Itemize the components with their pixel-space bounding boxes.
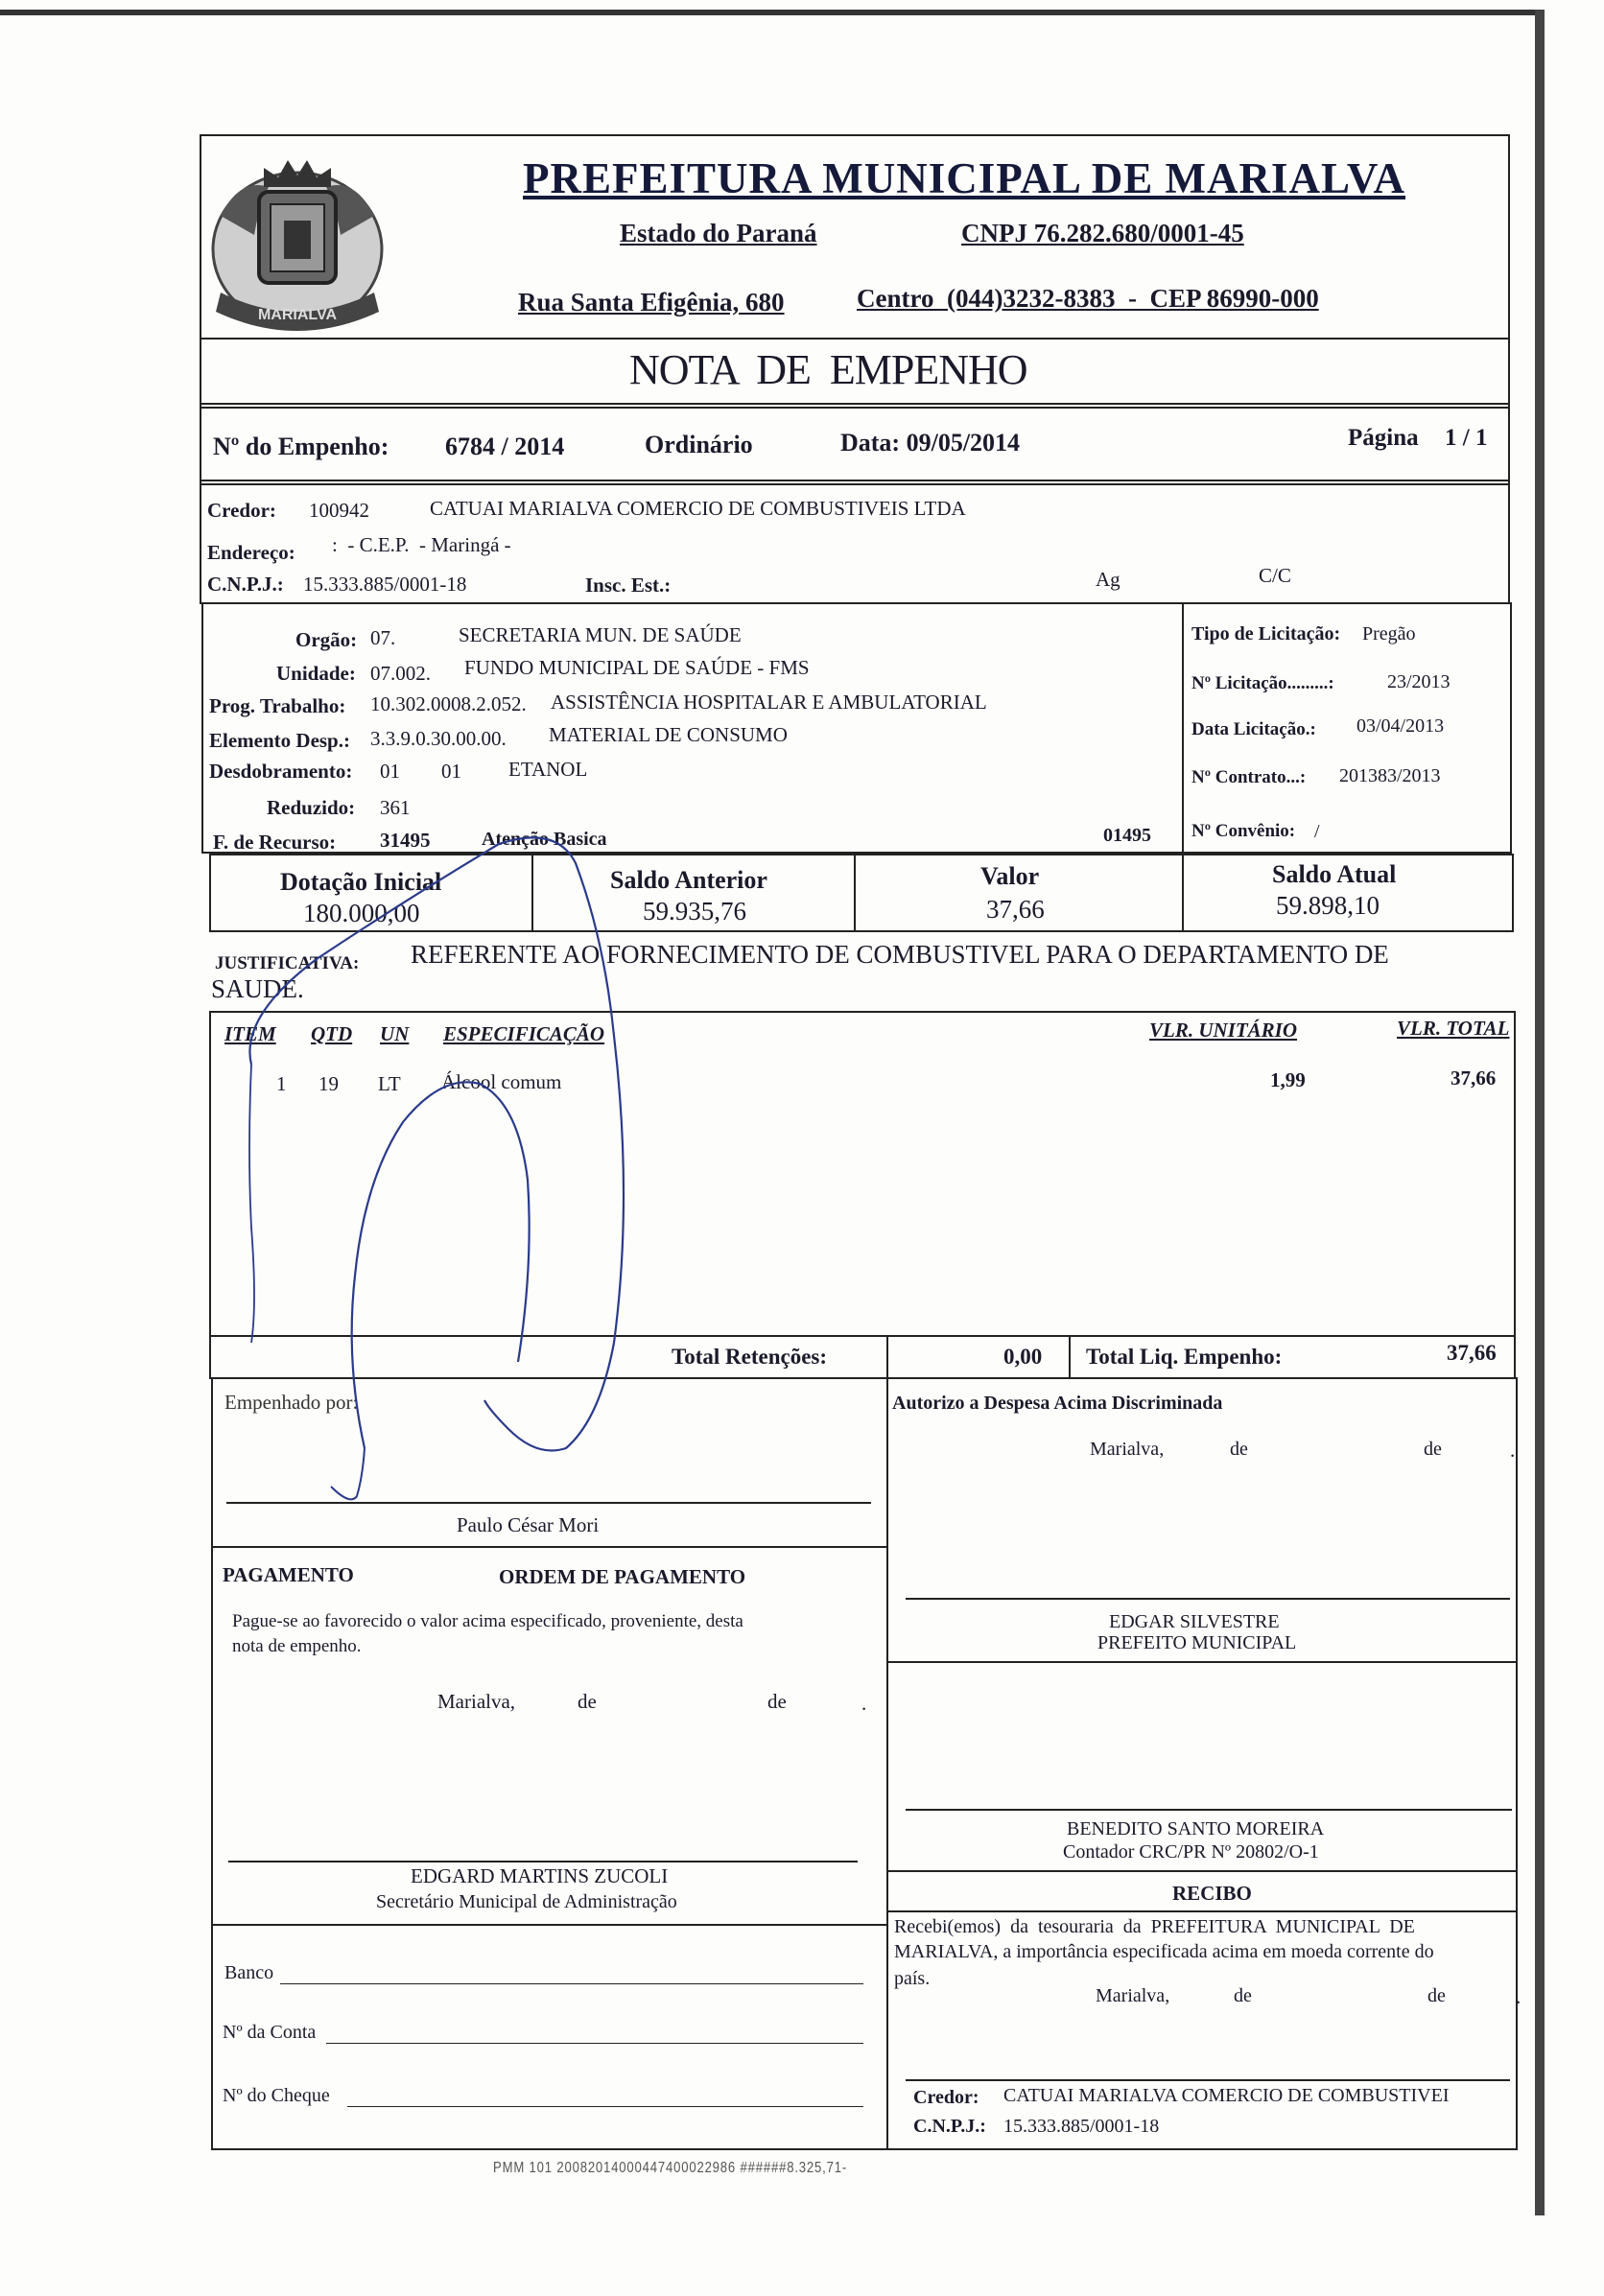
autorizo-place: Marialva, bbox=[1090, 1439, 1165, 1460]
pagamento-label: PAGAMENTO bbox=[223, 1563, 354, 1586]
tipo-licitacao: Pregão bbox=[1362, 623, 1416, 644]
totals-div-2 bbox=[1069, 1335, 1071, 1379]
justification-label: JUSTIFICATIVA: bbox=[215, 953, 360, 973]
convenio-value: / bbox=[1314, 821, 1320, 842]
num-licitacao: 23/2013 bbox=[1387, 671, 1451, 692]
ag-label: Ag bbox=[1096, 568, 1120, 591]
signatures-center-divider bbox=[886, 1377, 888, 2150]
values-div-1 bbox=[531, 854, 533, 932]
dotacao-label: Dotação Inicial bbox=[280, 868, 442, 896]
header-cnpj: CNPJ 76.282.680/0001-45 bbox=[961, 219, 1244, 247]
col-item: ITEM bbox=[224, 1022, 276, 1045]
pagamento-place: Marialva, bbox=[437, 1690, 516, 1713]
recibo-text-line3: país. bbox=[894, 1968, 931, 1989]
total-liquido-label: Total Liq. Empenho: bbox=[1086, 1345, 1283, 1369]
valor-label: Valor bbox=[980, 862, 1040, 890]
recibo-de-1: de bbox=[1234, 1985, 1252, 2006]
row-item: 1 bbox=[276, 1072, 287, 1095]
row-spec: Álcool comum bbox=[441, 1070, 562, 1093]
insc-est-label: Insc. Est.: bbox=[585, 574, 672, 597]
prog-code: 10.302.0008.2.052. bbox=[370, 692, 527, 715]
page-number: 1 / 1 bbox=[1445, 425, 1488, 451]
empenho-type: Ordinário bbox=[645, 431, 753, 458]
recibo-title-line bbox=[886, 1910, 1516, 1912]
header-street: Rua Santa Efigênia, 680 bbox=[518, 288, 785, 316]
col-unit-value: VLR. UNITÁRIO bbox=[1149, 1019, 1298, 1042]
seal-banner-text: MARIALVA bbox=[257, 307, 338, 323]
row-total-value: 37,66 bbox=[1451, 1066, 1497, 1089]
secretario-name: EDGARD MARTINS ZUCOLI bbox=[411, 1864, 669, 1887]
orgao-name: SECRETARIA MUN. DE SAÚDE bbox=[459, 623, 742, 646]
row-qtd: 19 bbox=[318, 1072, 339, 1095]
recibo-credor-label: Credor: bbox=[913, 2087, 979, 2108]
recibo-top-line bbox=[886, 1870, 1516, 1872]
recibo-de-2: de bbox=[1427, 1985, 1446, 2006]
pagamento-text-line1: Pague-se ao favorecido o valor acima especificado, proveniente, desta bbox=[232, 1611, 743, 1631]
creditor-code: 100942 bbox=[309, 499, 369, 522]
autorizo-dot: . bbox=[1510, 1439, 1516, 1462]
valor-value: 37,66 bbox=[986, 895, 1045, 924]
saldo-anterior-label: Saldo Anterior bbox=[610, 866, 767, 894]
recibo-credor-line bbox=[906, 2079, 1510, 2081]
creditor-label: Credor: bbox=[207, 499, 276, 522]
prefeito-title: PREFEITO MUNICIPAL bbox=[1097, 1632, 1297, 1653]
orgao-label: Orgão: bbox=[295, 628, 358, 651]
empenho-date: Data: 09/05/2014 bbox=[840, 429, 1021, 457]
empenho-number-label: Nº do Empenho: bbox=[213, 433, 389, 460]
cc-label: C/C bbox=[1259, 564, 1291, 587]
cheque-label: Nº do Cheque bbox=[223, 2085, 330, 2106]
desdobramento-name: ETANOL bbox=[508, 758, 588, 781]
desdobramento-b: 01 bbox=[441, 760, 461, 783]
prog-name: ASSISTÊNCIA HOSPITALAR E AMBULATORIAL bbox=[551, 691, 987, 714]
header-contact: Centro (044)3232-8383 - CEP 86990-000 bbox=[857, 284, 1319, 313]
unidade-name: FUNDO MUNICIPAL DE SAÚDE - FMS bbox=[464, 656, 810, 679]
convenio-label: Nº Convênio: bbox=[1191, 821, 1296, 841]
prefeito-signature-line bbox=[906, 1598, 1510, 1600]
signatures-box bbox=[211, 1377, 1518, 2150]
contrato-value: 201383/2013 bbox=[1339, 765, 1441, 786]
scan-right-edge bbox=[1535, 10, 1545, 2215]
justification-text-line2: SAUDE. bbox=[211, 974, 304, 1003]
data-licitacao-label: Data Licitação.: bbox=[1191, 719, 1316, 739]
secretario-signature-line bbox=[228, 1861, 858, 1863]
recibo-place: Marialva, bbox=[1096, 1985, 1170, 2006]
recibo-text-line1: Recebi(emos) da tesouraria da PREFEITURA MUNICIPAL DE bbox=[894, 1916, 1415, 1937]
ordem-pagamento-label: ORDEM DE PAGAMENTO bbox=[499, 1565, 746, 1588]
conta-field-line bbox=[326, 2043, 863, 2044]
page-label: Página bbox=[1348, 425, 1419, 451]
unidade-code: 07.002. bbox=[370, 662, 431, 685]
recurso-code: 31495 bbox=[380, 829, 431, 852]
payment-stamp: PMM 101 20082014000447400022986 ######8.325,71- bbox=[493, 2160, 848, 2176]
recurso-name: Atenção Basica bbox=[482, 829, 607, 850]
col-un: UN bbox=[380, 1022, 410, 1045]
empenhado-label: Empenhado por: bbox=[224, 1391, 359, 1414]
col-total-value: VLR. TOTAL bbox=[1397, 1017, 1510, 1040]
orgao-code: 07. bbox=[370, 626, 396, 649]
empenhado-name: Paulo César Mori bbox=[457, 1513, 600, 1536]
address-label: Endereço: bbox=[207, 541, 295, 564]
totals-div-1 bbox=[886, 1335, 888, 1379]
contador-title: Contador CRC/PR Nº 20802/O-1 bbox=[1063, 1841, 1319, 1863]
reduzido-label: Reduzido: bbox=[267, 796, 356, 819]
saldo-atual-label: Saldo Atual bbox=[1272, 860, 1397, 888]
justification-text-line1: REFERENTE AO FORNECIMENTO DE COMBUSTIVEL PARA O DEPARTAMENTO DE bbox=[411, 940, 1389, 969]
secretario-title: Secretário Municipal de Administração bbox=[376, 1891, 677, 1912]
recibo-text-line2: MARIALVA, a importância especificada acima em moeda corrente do bbox=[894, 1941, 1434, 1962]
pagamento-dot: . bbox=[861, 1692, 867, 1715]
data-licitacao: 03/04/2013 bbox=[1356, 715, 1445, 737]
pagamento-de-2: de bbox=[767, 1690, 787, 1713]
contador-name: BENEDITO SANTO MOREIRA bbox=[1067, 1818, 1325, 1839]
header-divider bbox=[200, 338, 1510, 340]
autorizo-de-2: de bbox=[1424, 1439, 1442, 1460]
num-licitacao-label: Nº Licitação.........: bbox=[1191, 673, 1334, 693]
unidade-label: Unidade: bbox=[276, 662, 356, 685]
totals-row-box bbox=[209, 1335, 1516, 1379]
cheque-field-line bbox=[347, 2106, 863, 2107]
budget-divider bbox=[1182, 602, 1184, 854]
values-div-2 bbox=[854, 854, 856, 932]
recurso-label: F. de Recurso: bbox=[213, 831, 337, 854]
recurso-right-code: 01495 bbox=[1103, 825, 1151, 846]
municipal-seal-icon bbox=[201, 149, 393, 340]
pagamento-text-line2: nota de empenho. bbox=[232, 1636, 362, 1656]
recibo-cnpj-label: C.N.P.J.: bbox=[913, 2116, 986, 2137]
tipo-licitacao-label: Tipo de Licitação: bbox=[1191, 623, 1341, 644]
retencoes-value: 0,00 bbox=[1003, 1345, 1043, 1369]
empenhado-signature-line bbox=[226, 1502, 871, 1504]
recibo-dot: . bbox=[1516, 1985, 1521, 2008]
recibo-cnpj: 15.333.885/0001-18 bbox=[1003, 2116, 1160, 2137]
row-un: LT bbox=[378, 1072, 401, 1095]
banco-label: Banco bbox=[224, 1962, 274, 1983]
reduzido-value: 361 bbox=[380, 796, 411, 819]
contrato-label: Nº Contrato...: bbox=[1191, 767, 1307, 787]
values-div-3 bbox=[1182, 854, 1184, 932]
prog-label: Prog. Trabalho: bbox=[209, 694, 346, 717]
total-liquido-value: 37,66 bbox=[1447, 1341, 1497, 1365]
recibo-title: RECIBO bbox=[1172, 1882, 1252, 1905]
page-title: PREFEITURA MUNICIPAL DE MARIALVA bbox=[523, 154, 1406, 202]
creditor-cnpj: 15.333.885/0001-18 bbox=[303, 573, 467, 596]
banco-field-line bbox=[280, 1983, 863, 1984]
address-value: : - C.E.P. - Maringá - bbox=[332, 533, 511, 556]
pagamento-top-line bbox=[211, 1546, 886, 1548]
justification-bottom-line bbox=[209, 1011, 1514, 1013]
desdobramento-a: 01 bbox=[380, 760, 400, 783]
scan-top-edge bbox=[0, 10, 1545, 15]
retencoes-label: Total Retenções: bbox=[672, 1345, 828, 1369]
row-unit-value: 1,99 bbox=[1270, 1068, 1306, 1091]
items-left-border bbox=[209, 1011, 211, 1364]
conta-label: Nº da Conta bbox=[223, 2022, 317, 2043]
saldo-atual-value: 59.898,10 bbox=[1276, 891, 1380, 920]
contador-top-line bbox=[886, 1661, 1516, 1663]
creditor-cnpj-label: C.N.P.J.: bbox=[207, 573, 284, 596]
autorizo-label: Autorizo a Despesa Acima Discriminada bbox=[892, 1393, 1223, 1414]
col-qtd: QTD bbox=[311, 1022, 353, 1045]
state-label: Estado do Paraná bbox=[620, 219, 817, 247]
saldo-anterior-value: 59.935,76 bbox=[643, 897, 746, 925]
creditor-name: CATUAI MARIALVA COMERCIO DE COMBUSTIVEIS LTDA bbox=[430, 497, 966, 520]
elemento-code: 3.3.9.0.30.00.00. bbox=[370, 727, 507, 750]
pagamento-de-1: de bbox=[578, 1690, 597, 1713]
recibo-credor: CATUAI MARIALVA COMERCIO DE COMBUSTIVEI bbox=[1003, 2085, 1450, 2106]
empenho-number: 6784 / 2014 bbox=[445, 433, 565, 460]
desdobramento-label: Desdobramento: bbox=[209, 760, 353, 783]
elemento-label: Elemento Desp.: bbox=[209, 729, 350, 752]
elemento-name: MATERIAL DE CONSUMO bbox=[549, 723, 788, 746]
items-right-border bbox=[1514, 1011, 1516, 1364]
contador-signature-line bbox=[906, 1809, 1512, 1811]
dotacao-value: 180.000,00 bbox=[303, 899, 420, 927]
autorizo-de-1: de bbox=[1230, 1439, 1248, 1460]
banco-top-line bbox=[211, 1924, 886, 1926]
document-title: NOTA DE EMPENHO bbox=[629, 346, 1027, 393]
prefeito-name: EDGAR SILVESTRE bbox=[1109, 1611, 1280, 1632]
col-spec: ESPECIFICAÇÃO bbox=[443, 1022, 605, 1045]
